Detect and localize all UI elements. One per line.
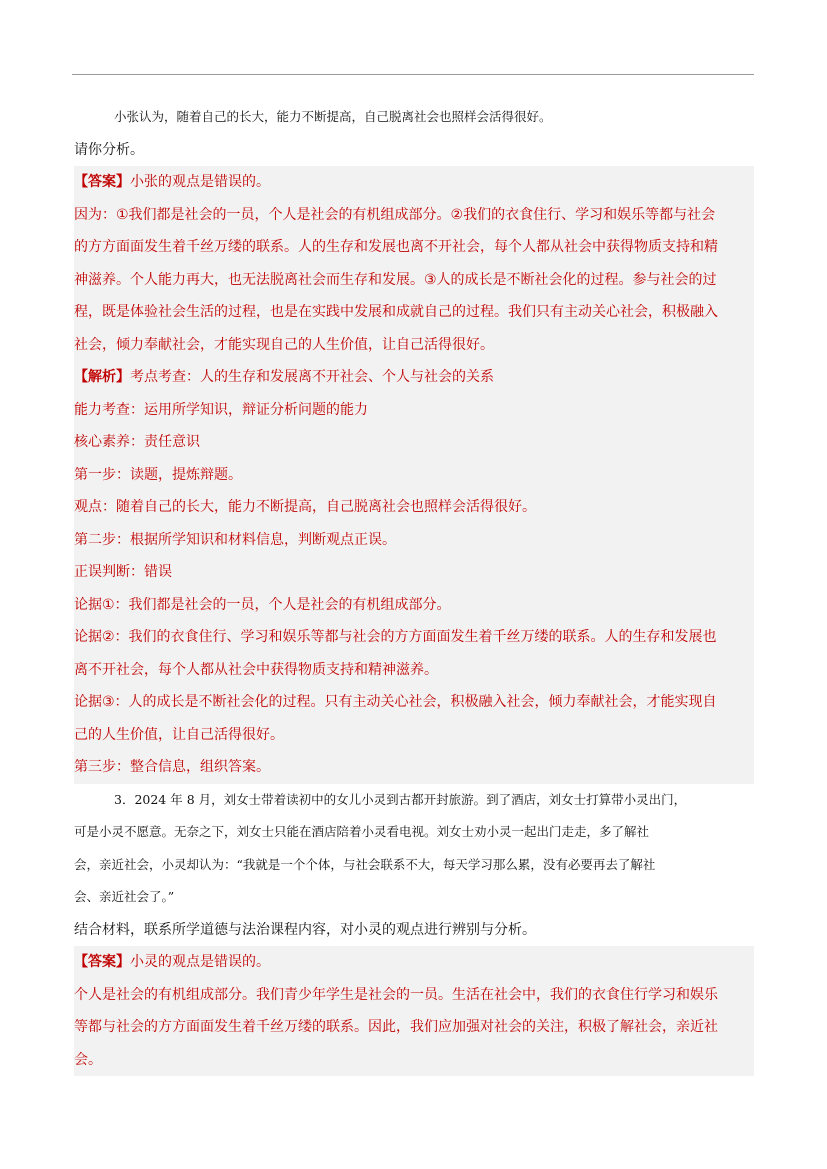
q2-analysis-line: 正误判断：错误	[74, 564, 172, 580]
q3-answer-line: 【答案】小灵的观点是错误的。	[74, 954, 270, 970]
q3-answer-line: 个人是社会的有机组成部分。我们青少年学生是社会的一员。生活在社会中，我们的衣食住行学习和娱乐	[74, 986, 718, 1003]
q2-analysis-line: 第二步：根据所学知识和材料信息，判断观点正误。	[74, 531, 396, 548]
q2-answer-line: 神滋养。个人能力再大，也无法脱离社会而生存和发展。③人的成长是不断社会化的过程。参与社会的过	[74, 271, 717, 288]
q3-material-line: 3．2024 年 8 月，刘女士带着读初中的女儿小灵到古都开封旅游。到了酒店，刘女士打算带小灵出门，	[114, 791, 687, 807]
q2-answer-line: 程，既是体验社会生活的过程，也是在实践中发展和成就自己的过程。我们只有主动关心社会，积极融入	[74, 304, 718, 320]
q3-material-line: 会，亲近社会，小灵却认为：“我就是一个个体，与社会联系不大，每天学习那么累，没有必要再去了解社	[74, 856, 656, 872]
q2-answer-block	[74, 166, 754, 784]
q2-answer-line: 【答案】小张的观点是错误的。	[74, 174, 270, 190]
q2-analysis-line: 第三步：整合信息，组织答案。	[74, 759, 270, 775]
q2-answer-line: 社会，倾力奉献社会，才能实现自己的人生价值，让自己活得很好。	[74, 336, 494, 353]
q3-answer-line: 等都与社会的方方面面发生着千丝万缕的联系。因此，我们应加强对社会的关注，积极了解社会，亲近社	[74, 1019, 718, 1035]
header-rule	[72, 74, 754, 75]
q2-analysis-line: 【解析】考点考查：人的生存和发展离不开社会、个人与社会的关系	[74, 369, 494, 385]
q2-analysis-line: 离不开社会，每个人都从社会中获得物质支持和精神滋养。	[74, 661, 438, 678]
q2-answer-line: 因为：①我们都是社会的一员，个人是社会的有机组成部分。②我们的衣食住行、学习和娱乐等都与社会	[74, 206, 716, 223]
answer-tag: 【答案】	[74, 174, 130, 190]
q3-answer-line: 会。	[74, 1051, 102, 1068]
q2-analysis-line: 能力考查：运用所学知识，辩证分析问题的能力	[74, 401, 368, 418]
q2-analysis-line: 己的人生价值，让自己活得很好。	[74, 726, 284, 743]
q2-analysis-line: 观点：随着自己的长大，能力不断提高，自己脱离社会也照样会活得很好。	[74, 499, 536, 515]
q2-analysis-line: 核心素养：责任意识	[74, 434, 200, 450]
q2-analysis-line: 论据③：人的成长是不断社会化的过程。只有主动关心社会，积极融入社会，倾力奉献社会，才能实现自	[74, 694, 717, 710]
q3-material-line: 可是小灵不愿意。无奈之下，刘女士只能在酒店陪着小灵看电视。刘女士劝小灵一起出门走走，多了解社	[74, 824, 650, 839]
answer-tag: 【答案】	[74, 954, 130, 970]
q2-answer-line: 的方方面面发生着千丝万缕的联系。人的生存和发展也离不开社会，每个人都从社会中获得物质支持和精	[74, 239, 718, 255]
analysis-tag: 【解析】	[74, 369, 130, 385]
document-body	[74, 101, 754, 1076]
q3-answer-block	[74, 946, 754, 1076]
q3-prompt: 结合材料，联系所学道德与法治课程内容，对小灵的观点进行辨别与分析。	[74, 921, 536, 938]
q2-material: 小张认为，随着自己的长大，能力不断提高，自己脱离社会也照样会活得很好。	[114, 109, 552, 124]
q2-analysis-line: 论据②：我们的衣食住行、学习和娱乐等都与社会的方方面面发生着千丝万缕的联系。人的生存和发展也	[74, 629, 717, 645]
q2-analysis-line: 第一步：读题，提炼辩题。	[74, 466, 242, 483]
q2-analysis-line: 论据①：我们都是社会的一员，个人是社会的有机组成部分。	[74, 596, 451, 613]
q2-prompt: 请你分析。	[74, 141, 144, 158]
q3-material-line: 会、亲近社会了。”	[74, 889, 175, 904]
